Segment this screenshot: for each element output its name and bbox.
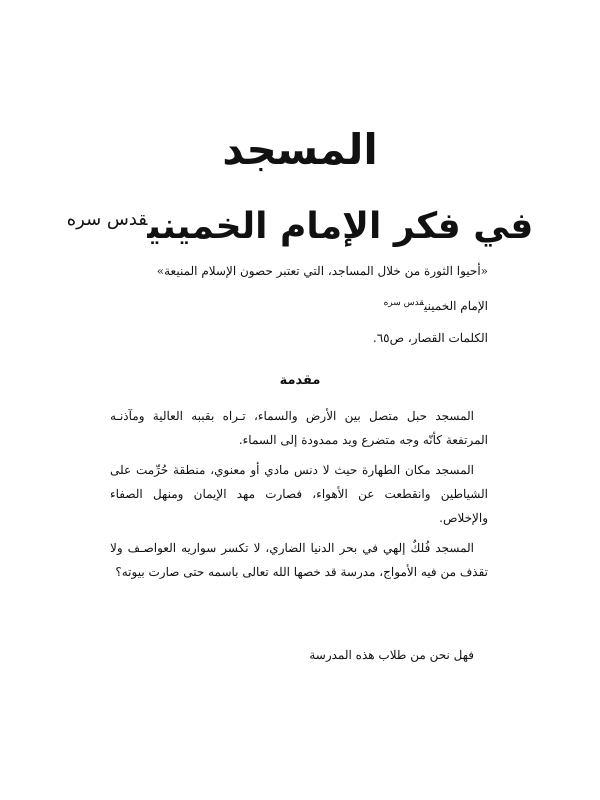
document-title: المسجد [222,125,378,174]
paragraph: المسجد حبل متصل بين الأرض والسماء، تـراه بقببه العالية ومآذنـه المرتفعة كأنّه وجه متضرع ويد ممدودة إلى السماء. [110,409,488,447]
subtitle-text: في فكر الإمام الخميني [147,206,534,247]
epigraph-author-honorific: قدس سره [383,298,424,308]
intro-heading: مقدمة [279,373,321,388]
epigraph [108,262,488,361]
document-subtitle [0,192,600,255]
epigraph-author-name: الإمام الخميني [423,299,488,313]
closing-line: فهل نحن من طلاب هذه المدرسة [309,648,474,662]
subtitle-honorific: قدس سره [66,209,148,230]
epigraph-author [108,294,488,315]
paragraph: المسجد فُلكٌ إلهي في بحر الدنيا الضاري، لا تكسر سواريه العواصـف ولا تقذف من فيه الأمواج، مدرسة قد خصها الله تعالى باسمه حتى صارت بيوته؟ [110,541,488,579]
paragraph: المسجد مكان الطهارة حيث لا دنس مادي أو معنوي، منطقة حُرِّمت على الشياطين وانقطعت عن الأهواء، فصارت مهد الإيمان ومنهل الصفاء والإخلاص. [110,463,488,525]
epigraph-quote: «أحيوا الثورة من خلال المساجد، التي تعتبر حصون الإسلام المنيعة» [156,264,488,278]
epigraph-source: الكلمات القصار، ص٦٥. [372,331,488,345]
intro-body [110,404,488,590]
